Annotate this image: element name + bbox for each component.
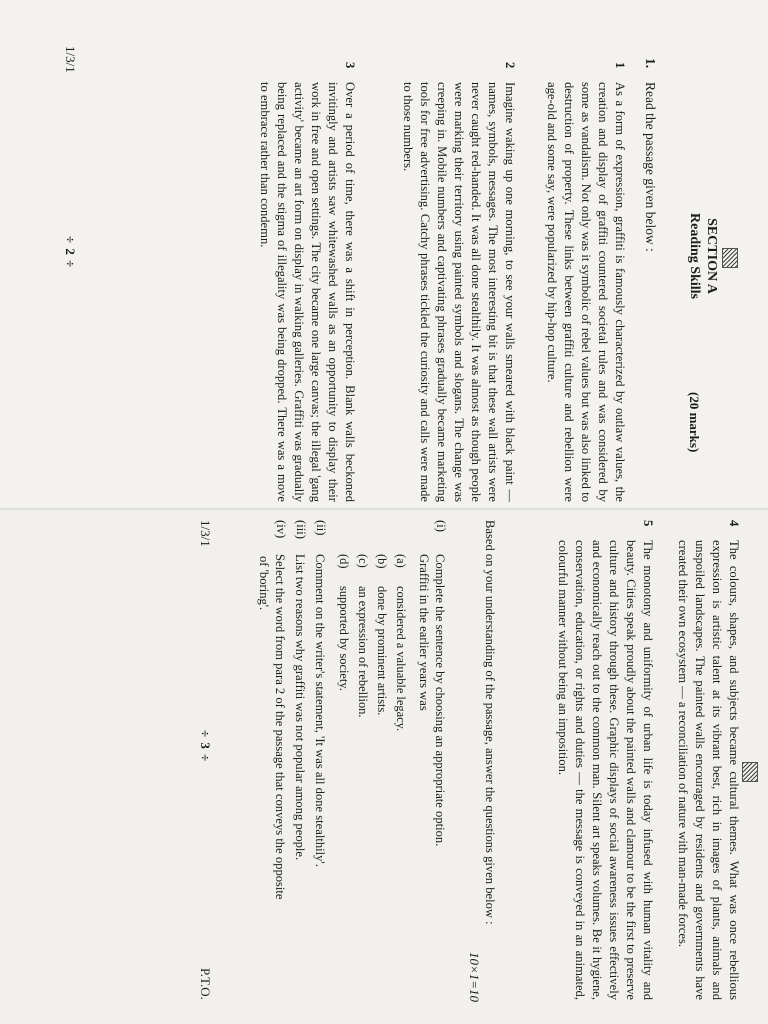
- question-number: (ii): [314, 520, 328, 536]
- page-number: ÷ 3 ÷: [198, 730, 213, 763]
- question-line: Complete the sentence by choosing an appropriate option.: [433, 554, 447, 847]
- qr-code-icon: [742, 762, 758, 782]
- question-text: [292, 554, 308, 1004]
- question-number: (iv): [274, 520, 288, 539]
- section-subtitle: Reading Skills: [687, 213, 702, 299]
- paragraph-number: 4: [727, 520, 741, 527]
- paragraph-number: 5: [641, 520, 655, 527]
- exam-page-3: [0, 512, 768, 1024]
- paragraph-number: 3: [343, 62, 357, 69]
- question-line: List two reasons why graffiti was not popular among people.: [293, 554, 307, 861]
- paragraph-text: Over a period of time, there was a shift in perception. Blank walls beckoned invitingly and artists saw whitewashed walls as an opportunity to display their work in free and open settings. The city became one large canvas; the illegal 'gang activity' became an art form on display in walking galleries. Graffiti was gradually being replaced and the stigma of illegality was being dropped. There was a move to embrace rather than condemn.: [258, 82, 357, 502]
- option-label: (c): [356, 554, 370, 568]
- paragraph-number: 1: [613, 62, 627, 69]
- pto-label: P.T.O.: [198, 968, 213, 1000]
- questions-intro: Based on your understanding of the passage, answer the questions given below :: [483, 520, 497, 925]
- question-instruction: Read the passage given below :: [643, 82, 658, 252]
- option-label: (a): [394, 554, 408, 568]
- questions-marks: 10×1=10: [467, 952, 482, 1003]
- paragraph-text: The monotony and uniformity of urban life is today infused with human vitality and beauty. Cities speak proudly about the painted walls and clamour to be the first to preserve culture and history through these. Graphic displays of social awareness issues effectively and economically reach out to the common man. Silent art speaks volumes. Be it hygiene, conservation, education, or rights and duties — the message is conveyed in an animated, colourful manner without being an imposition.: [556, 540, 655, 1000]
- question-line: Graffiti in the earlier years was: [417, 554, 431, 711]
- section-marks: (20 marks): [687, 392, 702, 453]
- question-text: [312, 554, 328, 1004]
- question-text: [256, 554, 288, 1004]
- paper-code: 1/3/1: [63, 46, 78, 73]
- option-text: considered a valuable legacy.: [394, 586, 408, 732]
- option-text: an expression of rebellion.: [356, 586, 370, 718]
- passage-paragraph-4: [674, 520, 742, 1000]
- page-number: ÷ 2 ÷: [63, 236, 78, 269]
- option-text: done by prominent artists.: [375, 586, 389, 716]
- passage-paragraph-2: [399, 62, 518, 502]
- option-label: (d): [337, 554, 351, 569]
- question-text: [416, 554, 448, 1004]
- question-number: (iii): [294, 520, 308, 539]
- qr-code-icon: [722, 248, 738, 268]
- paragraph-text: The colours, shapes, and subjects became cultural themes. What was once rebellious expression is artistic talent at its vibrant best, rich in images of plants, animals and unspoiled landscapes. The painted walls encouraged by residents and governments have created their own ecosystem — a reconciliation of nature with man-made forces.: [676, 540, 741, 1000]
- question-line: Select the word from para 2 of the passage that conveys the opposite: [273, 554, 287, 900]
- section-header: [686, 150, 720, 362]
- paper-code: 1/3/1: [198, 520, 213, 547]
- question-number: (i): [434, 520, 448, 532]
- option-text: supported by society.: [337, 586, 351, 691]
- passage-paragraph-1: [543, 62, 628, 502]
- section-title: SECTION A: [704, 218, 719, 294]
- paragraph-number: 2: [503, 62, 517, 69]
- question-line: Comment on the writer's statement, 'It was all done stealthily'.: [313, 554, 327, 867]
- passage-paragraph-5: [554, 520, 656, 1000]
- passage-paragraph-3: [256, 62, 358, 502]
- paragraph-text: Imagine waking up one morning, to see your walls smeared with black paint — names, symbols, messages. The most interesting bit is that these wall artists were never caught red-handed. It was all done stealthily. It was almost as though people were marking their territory using painted symbols and slogans. The change was creeping in. Mobile numbers and captivating phrases gradually became marketing tools for free advertising. Catchy phrases tickled the curiosity and calls were made to those numbers.: [401, 82, 517, 502]
- paragraph-text: As a form of expression, graffiti is famously characterized by outlaw values, the creation and display of graffiti countered societal rules and was considered by some as vandalism. Not only was it symbolic of rebel values but was also linked to destruction of property. These links between graffiti culture and rebellion were age-old and some say, were popularized by hip-hop culture.: [545, 82, 627, 502]
- question-number: 1.: [643, 58, 658, 69]
- question-line: of 'boring'.: [257, 556, 271, 611]
- option-label: (b): [375, 554, 389, 569]
